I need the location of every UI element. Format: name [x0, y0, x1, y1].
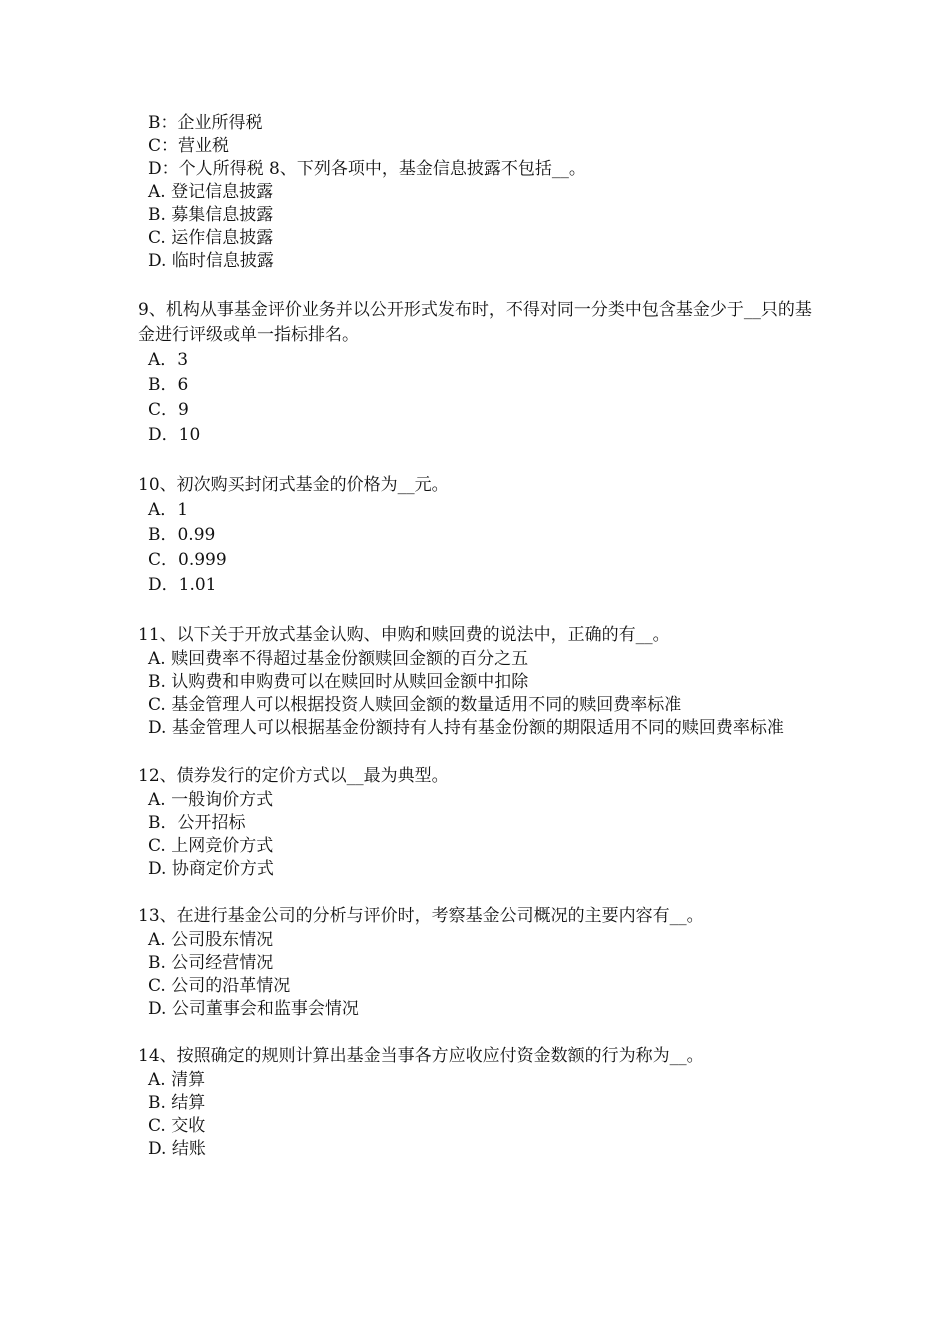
option-d: D. 基金管理人可以根据基金份额持有人持有基金份额的期限适用不同的赎回费率标准 — [148, 718, 784, 738]
option-a: A. 一般询价方式 — [148, 790, 274, 810]
question-14 — [138, 1044, 828, 1161]
question-10 — [138, 473, 828, 598]
option-d: D. 协商定价方式 — [148, 859, 274, 879]
option-d: D. 公司董事会和监事会情况 — [148, 999, 359, 1019]
option-b: B. 募集信息披露 — [148, 205, 274, 225]
question-9 — [138, 298, 828, 448]
option-c: C. 基金管理人可以根据投资人赎回金额的数量适用不同的赎回费率标准 — [148, 695, 682, 715]
option-c: C．0.999 — [148, 550, 227, 570]
option-a: A．1 — [148, 500, 189, 520]
question-text: 12、债券发行的定价方式以__最为典型。 — [138, 766, 449, 786]
question-text: 11、以下关于开放式基金认购、申购和赎回费的说法中，正确的有__。 — [138, 625, 670, 645]
option-a: A. 清算 — [148, 1070, 206, 1090]
option-b: B. 结算 — [148, 1093, 206, 1113]
option-c: C. 交收 — [148, 1116, 206, 1136]
question-11 — [138, 623, 828, 740]
option-b: B．0.99 — [148, 525, 216, 545]
option-a: A．3 — [148, 350, 189, 370]
option-d: D．10 — [148, 425, 201, 445]
option-d: D. 临时信息披露 — [148, 251, 274, 271]
question-7-tail — [138, 112, 828, 181]
question-text: 9、机构从事基金评价业务并以公开形式发布时，不得对同一分类中包含基金少于__只的基金进行评级或单一指标排名。 — [138, 300, 812, 345]
option-b: B. 公司经营情况 — [148, 953, 274, 973]
option-c: C. 公司的沿革情况 — [148, 976, 291, 996]
option-b: B. 认购费和申购费可以在赎回时从赎回金额中扣除 — [148, 672, 529, 692]
question-text: 14、按照确定的规则计算出基金当事各方应收应付资金数额的行为称为__。 — [138, 1046, 704, 1066]
question-13 — [138, 904, 828, 1021]
question-12 — [138, 764, 828, 881]
option-d-with-question-8: D：个人所得税 8、下列各项中，基金信息披露不包括__。 — [148, 159, 586, 179]
option-c: C：营业税 — [148, 136, 230, 156]
option-a: A. 登记信息披露 — [148, 182, 274, 202]
option-b: B：企业所得税 — [148, 113, 263, 133]
option-b: B．6 — [148, 375, 189, 395]
option-b: B．公开招标 — [148, 813, 246, 833]
option-c: C. 运作信息披露 — [148, 228, 274, 248]
question-text: 13、在进行基金公司的分析与评价时，考察基金公司概况的主要内容有__。 — [138, 906, 704, 926]
option-a: A. 公司股东情况 — [148, 930, 274, 950]
question-text: 10、初次购买封闭式基金的价格为__元。 — [138, 475, 449, 495]
option-a: A. 赎回费率不得超过基金份额赎回金额的百分之五 — [148, 649, 529, 669]
option-d: D．1.01 — [148, 575, 217, 595]
option-d: D. 结账 — [148, 1139, 206, 1159]
document-page — [138, 112, 828, 1161]
option-c: C．9 — [148, 400, 189, 420]
question-8 — [138, 181, 828, 273]
option-c: C. 上网竞价方式 — [148, 836, 274, 856]
